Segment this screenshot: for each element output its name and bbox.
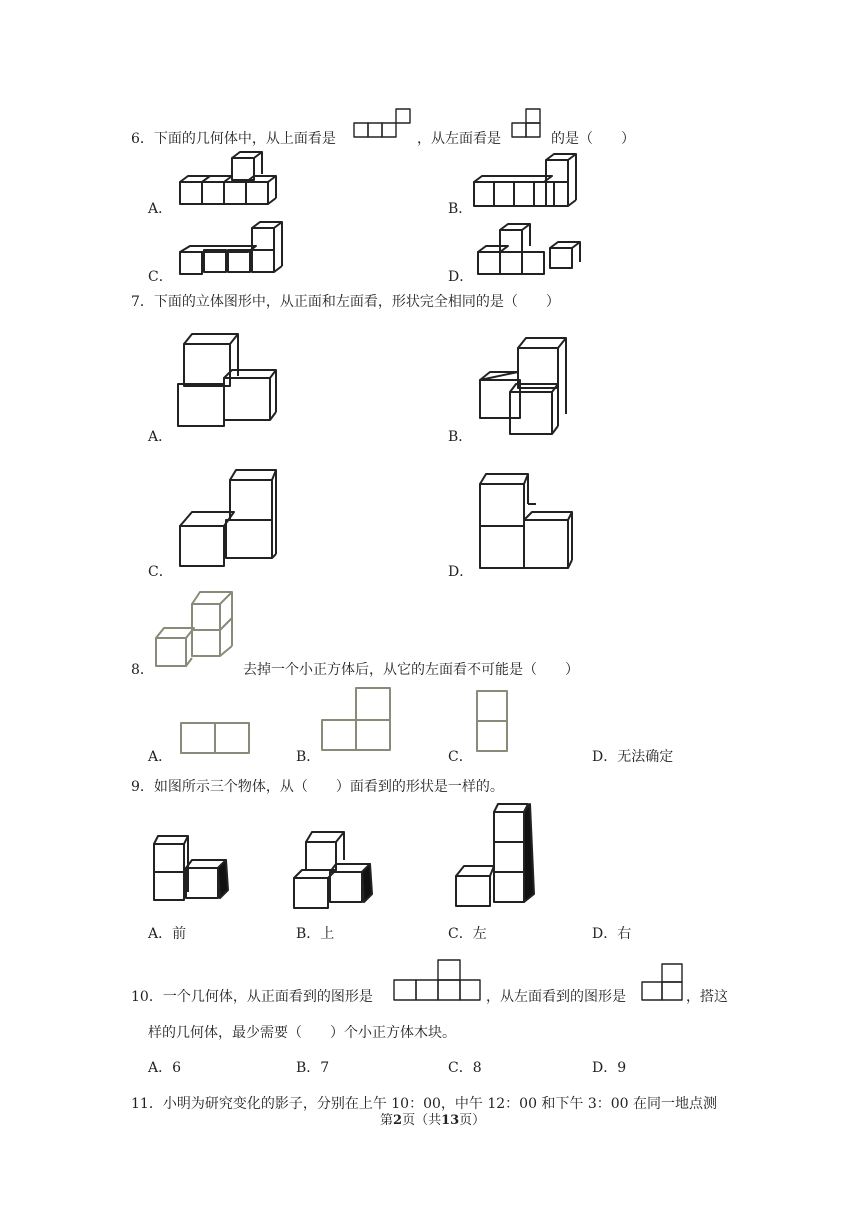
q6-left-view-figure <box>510 108 546 142</box>
q9-object-3-figure <box>452 800 544 912</box>
q6-top-view-figure <box>352 108 416 142</box>
page-footer-mid: 页（共 <box>402 1113 442 1128</box>
q10-option-c: C．8 <box>448 1060 482 1076</box>
q10-front-view-figure <box>392 958 484 1004</box>
q11-stem: 11．小明为研究变化的影子，分别在上午 10：00，中午 12：00 和下午 3：00 在同一地点测 <box>131 1096 718 1112</box>
q9-option-b: B．上 <box>296 926 335 942</box>
q7-option-b-label: B． <box>448 429 473 445</box>
q8-option-c-figure <box>474 688 510 756</box>
q10-option-b: B．7 <box>296 1060 330 1076</box>
q10-stem-line2: 样的几何体，最少需要（ ）个小正方体木块。 <box>148 1025 456 1041</box>
q9-option-c: C．左 <box>448 926 487 942</box>
q6-stem-mid: ，从左面看是 <box>417 131 501 147</box>
page-footer-suffix: 页） <box>459 1113 486 1128</box>
q7-stem: 7．下面的立体图形中，从正面和左面看，形状完全相同的是（ ） <box>131 294 560 310</box>
q6-option-c-label: C． <box>148 269 173 285</box>
q8-option-d-label: D．无法确定 <box>592 749 674 765</box>
q7-option-a-label: A． <box>148 429 173 445</box>
q10-left-view-figure <box>640 962 686 1004</box>
q6-option-d-label: D． <box>448 269 474 285</box>
q8-stem: 去掉一个小正方体后，从它的左面看不可能是（ ） <box>243 662 579 678</box>
q10-stem-prefix: 10．一个几何体，从正面看到的图形是 <box>131 989 373 1005</box>
q7-option-d-label: D． <box>448 564 474 580</box>
q7-option-c-label: C． <box>148 564 173 580</box>
q10-option-d: D．9 <box>592 1060 627 1076</box>
q8-option-b-label: B． <box>296 749 321 765</box>
q8-option-a-figure <box>178 720 252 758</box>
q9-option-d: D．右 <box>592 926 632 942</box>
q9-stem: 9．如图所示三个物体，从（ ）面看到的形状是一样的。 <box>131 779 504 795</box>
q8-option-c-label: C． <box>448 749 473 765</box>
q9-option-a: A．前 <box>148 926 187 942</box>
q7-option-d-figure <box>476 470 576 574</box>
q8-figure <box>150 588 242 670</box>
q10-option-a: A．6 <box>148 1060 182 1076</box>
q6-option-c-figure <box>178 220 288 280</box>
q8-option-b-figure <box>320 686 394 754</box>
page-current-number: 2 <box>393 1113 403 1128</box>
q9-object-2-figure <box>290 826 382 912</box>
page-footer <box>380 1112 485 1130</box>
q6-option-a-label: A． <box>148 201 173 217</box>
q10-stem-suffix: ，搭这 <box>686 989 728 1005</box>
q10-stem-mid: ，从左面看到的图形是 <box>486 989 626 1005</box>
q7-option-c-figure <box>178 466 282 574</box>
q9-object-1-figure <box>150 832 234 904</box>
page-total-number: 13 <box>441 1113 460 1128</box>
q6-stem-suffix: 的是（ ） <box>551 131 635 147</box>
q7-option-b-figure <box>476 334 572 438</box>
q8-option-a-label: A． <box>148 749 173 765</box>
q8-number: 8． <box>131 662 154 678</box>
q7-option-a-figure <box>176 326 280 428</box>
page-footer-prefix: 第 <box>380 1113 394 1128</box>
q6-option-b-label: B． <box>448 201 473 217</box>
q6-stem-prefix: 6．下面的几何体中，从上面看是 <box>131 131 336 147</box>
q6-option-d-figure <box>476 226 586 282</box>
q6-option-a-figure <box>176 152 286 212</box>
q6-option-b-figure <box>472 152 582 212</box>
